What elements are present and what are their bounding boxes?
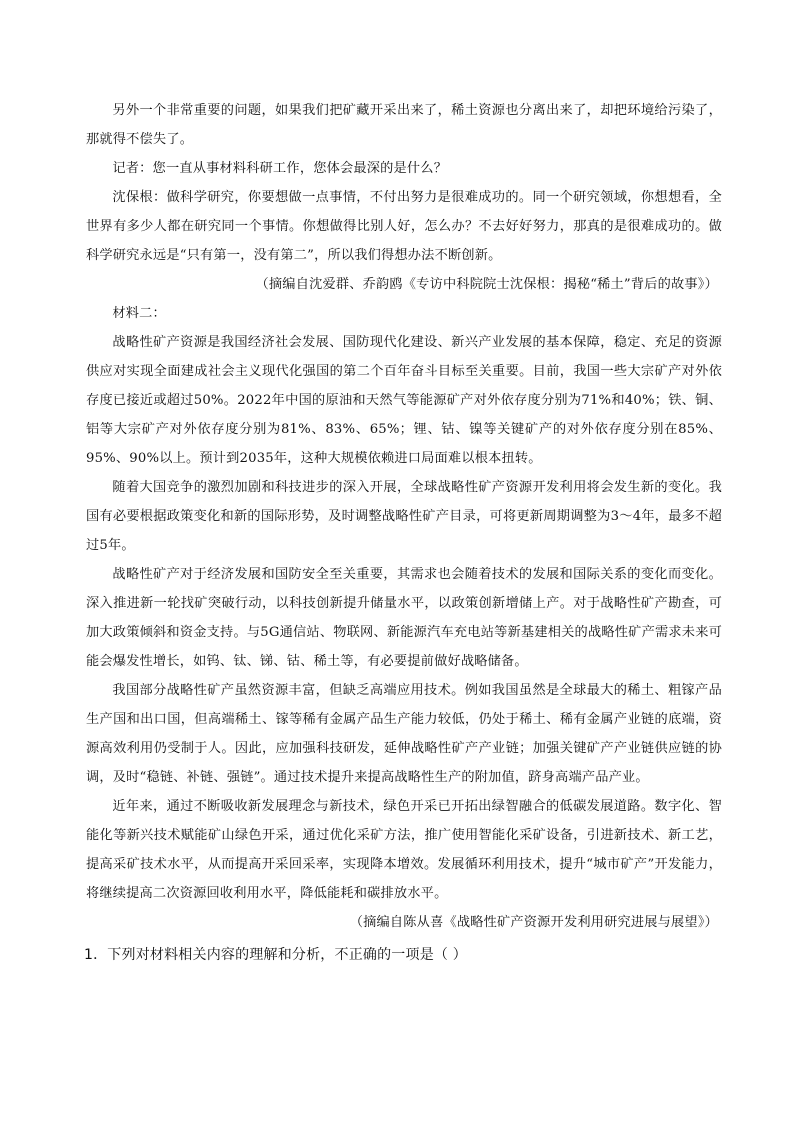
- material-two-heading: 材料二：: [112, 306, 166, 321]
- source-citation-2: （摘编自陈从喜《战略性矿产资源开发利用研究进展与展望》）: [349, 915, 718, 930]
- paragraph-technology: 我国部分战略性矿产虽然资源丰富，但缺乏高端应用技术。例如我国虽然是全球最大的稀土、粗镓产品生产国和出口国，但高端稀土、镓等稀有金属产品生产能力较低，仍处于稀土、稀有金属产业链的底端，资源高效利用仍受制于人。因此，应加强科技研发，延伸战略性矿产产业链；加强关键矿产产业链供应链的协调，及时“稳链、补链、强链”。通过技术提升来提高战略性生产的附加值，跻身高端产品产业。: [86, 683, 722, 785]
- paragraph-reporter-question: 记者：您一直从事材料科研工作，您体会最深的是什么？: [112, 161, 448, 176]
- paragraph-strategic-minerals: 战略性矿产资源是我国经济社会发展、国防现代化建设、新兴产业发展的基本保障，稳定、充足的资源供应对实现全面建成社会主义现代化强国的第二个百年奋斗目标至关重要。目前，我国一些大宗矿产对外依存度已接近或超过50%。2022年中国的原油和天然气等能源矿产对外依存度分别为71%和40%；铁、铜、铝等大宗矿产对外依存度分别为81%、83%、65%；锂、钴、镍等关键矿产的对外依存度分别在85%、95%、90%以上。预计到2035年，这种大规模依赖进口局面难以根本扭转。: [86, 335, 722, 466]
- document-body: [86, 96, 722, 970]
- source-citation-1: （摘编自沈爱群、乔韵鸥《专访中科院院士沈保根：揭秘“稀土”背后的故事》）: [255, 277, 718, 292]
- paragraph-demand: 战略性矿产对于经济发展和国防安全至关重要，其需求也会随着技术的发展和国际关系的变化而变化。深入推进新一轮找矿突破行动，以科技创新提升储量水平，以政策创新增储上产。对于战略性矿产勘查，可加大政策倾斜和资金支持。与5G通信站、物联网、新能源汽车充电站等新基建相关的战略性矿产需求未来可能会爆发性增长，如钨、钛、锑、钴、稀土等，有必要提前做好战略储备。: [86, 567, 722, 669]
- question-1: 1．下列对材料相关内容的理解和分析，不正确的一项是（ ）: [84, 947, 467, 963]
- paragraph-green-mining: 近年来，通过不断吸收新发展理念与新技术，绿色开采已开拓出绿智融合的低碳发展道路。数字化、智能化等新兴技术赋能矿山绿色开采，通过优化采矿方法，推广使用智能化采矿设备，引进新技术、新工艺，提高采矿技术水平，从而提高开采回采率，实现降本增效。发展循环利用技术，提升“城市矿产”开发能力，将继续提高二次资源回收利用水平，降低能耗和碳排放水平。: [86, 799, 722, 901]
- paragraph-environment: 另外一个非常重要的问题，如果我们把矿藏开采出来了，稀土资源也分离出来了，却把环境给污染了，那就得不偿失了。: [86, 103, 722, 147]
- paragraph-shen-answer: 沈保根：做科学研究，你要想做一点事情，不付出努力是很难成功的。同一个研究领域，你想想看，全世界有多少人都在研究同一个事情。你想做得比别人好，怎么办？不去好好努力，那真的是很难成功的。做科学研究永远是“只有第一，没有第二”，所以我们得想办法不断创新。: [86, 190, 722, 263]
- paragraph-competition: 随着大国竞争的激烈加剧和科技进步的深入开展，全球战略性矿产资源开发利用将会发生新的变化。我国有必要根据政策变化和新的国际形势，及时调整战略性矿产目录，可将更新周期调整为3～4年，最多不超过5年。: [86, 480, 722, 553]
